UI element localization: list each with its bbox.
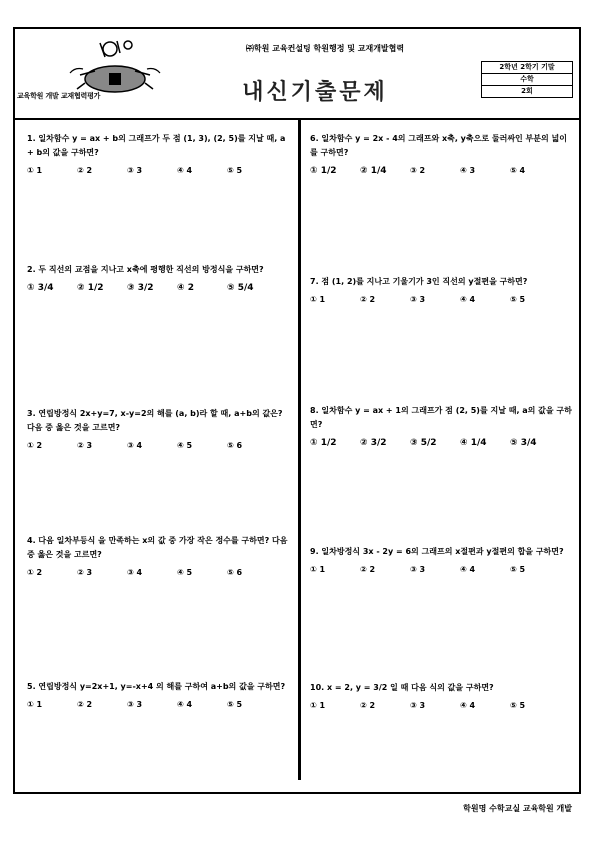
page-footer: 학원명 수학교실 교육학원 개발: [463, 804, 572, 813]
choice: ④ 4: [460, 701, 476, 710]
choice-list: [27, 698, 289, 712]
choice-list: [27, 439, 289, 453]
question-text: 3. 연립방정식 2x+y=7, x-y=2의 해를 (a, b)라 할 때, a+b의 값은? 다음 중 옳은 것을 고르면?: [27, 409, 283, 432]
choice: ① 2: [27, 568, 43, 577]
choice: ⑤ 4: [510, 166, 526, 175]
choice: ① 1/2: [310, 438, 337, 448]
logo-caption: 교육학원 개발 교재협력평가: [17, 92, 101, 100]
question-text: 9. 일차방정식 3x - 2y = 6의 그래프의 x절편과 y절편의 합을 구하면?: [310, 547, 564, 556]
question-7: [310, 275, 572, 307]
question-6: [310, 132, 572, 178]
header-subtitle: ㈜학원 교육컨설팅 학원행정 및 교재개발협력: [245, 44, 405, 53]
choice-list: [27, 281, 289, 295]
choice: ④ 4: [460, 565, 476, 574]
choice-list: [310, 164, 572, 178]
choice: ③ 5/2: [410, 438, 437, 448]
choice: ⑤ 5: [510, 701, 526, 710]
question-10: [310, 681, 572, 713]
choice: ③ 3: [127, 700, 143, 709]
question-9: [310, 545, 572, 577]
choice: ⑤ 5: [227, 700, 243, 709]
eye-logo-icon: [25, 35, 195, 115]
choice: ② 3: [77, 441, 93, 450]
exam-info-box: [481, 61, 573, 98]
choice: ① 1: [310, 565, 326, 574]
choice: ② 3: [77, 568, 93, 577]
choice-list: [310, 699, 572, 713]
question-text: 7. 점 (1, 2)를 지나고 기울기가 3인 직선의 y절편을 구하면?: [310, 277, 528, 286]
choice: ⑤ 5: [510, 565, 526, 574]
question-text: 5. 연립방정식 y=2x+1, y=-x+4 의 해를 구하여 a+b의 값을 구하면?: [27, 682, 286, 691]
choice: ④ 4: [177, 166, 193, 175]
choice: ② 1/4: [360, 166, 387, 176]
choice: ⑤ 5: [510, 295, 526, 304]
question-text: 10. x = 2, y = 3/2 일 때 다음 식의 값을 구하면?: [310, 683, 494, 692]
choice: ② 2: [77, 166, 93, 175]
question-1: [27, 132, 289, 178]
choice: ③ 3: [410, 295, 426, 304]
question-text: 1. 일차함수 y = ax + b의 그래프가 두 점 (1, 3), (2, 5)를 지날 때, a + b의 값을 구하면?: [27, 134, 286, 157]
choice: ④ 4: [460, 295, 476, 304]
choice: ② 2: [360, 701, 376, 710]
choice: ④ 2: [177, 283, 195, 293]
choice: ① 3/4: [27, 283, 54, 293]
choice: ④ 1/4: [460, 438, 487, 448]
choice: ① 2: [27, 441, 43, 450]
question-text: 2. 두 직선의 교점을 지나고 x축에 평행한 직선의 방정식을 구하면?: [27, 265, 264, 274]
question-text: 4. 다음 일차부등식 을 만족하는 x의 값 중 가장 작은 정수를 구하면? 다음 중 옳은 것을 고르면?: [27, 536, 288, 559]
choice: ④ 4: [177, 700, 193, 709]
question-text: 8. 일차함수 y = ax + 1의 그래프가 점 (2, 5)를 지날 때, a의 값을 구하면?: [310, 406, 572, 429]
choice: ③ 3: [410, 701, 426, 710]
choice: ⑤ 6: [227, 568, 243, 577]
header-divider: [15, 118, 579, 120]
choice: ① 1: [310, 701, 326, 710]
question-2: [27, 263, 289, 295]
choice: ⑤ 6: [227, 441, 243, 450]
choice: ③ 3: [410, 565, 426, 574]
choice: ④ 5: [177, 568, 193, 577]
choice: ① 1: [310, 295, 326, 304]
choice: ③ 2: [410, 166, 426, 175]
choice-list: [310, 563, 572, 577]
column-divider: [298, 118, 301, 780]
choice: ④ 5: [177, 441, 193, 450]
choice: ③ 3/2: [127, 283, 154, 293]
choice: ② 3/2: [360, 438, 387, 448]
choice: ① 1: [27, 166, 43, 175]
worksheet-frame: [13, 27, 581, 794]
choice: ② 2: [360, 565, 376, 574]
choice: ③ 4: [127, 568, 143, 577]
question-5: [27, 680, 289, 712]
page-title: 내신기출문제: [242, 79, 388, 105]
choice: ⑤ 5/4: [227, 283, 254, 293]
choice: ⑤ 3/4: [510, 438, 537, 448]
choice: ③ 4: [127, 441, 143, 450]
question-text: 6. 일차함수 y = 2x - 4의 그래프와 x축, y축으로 둘러싸인 부분의 넓이를 구하면?: [310, 134, 567, 157]
question-8: [310, 404, 572, 450]
question-3: [27, 407, 289, 453]
choice: ② 2: [360, 295, 376, 304]
choice: ⑤ 5: [227, 166, 243, 175]
choice: ③ 3: [127, 166, 143, 175]
choice: ④ 3: [460, 166, 476, 175]
exam-round: 2회: [521, 87, 533, 95]
choice-list: [27, 164, 289, 178]
choice-list: [27, 566, 289, 580]
choice-list: [310, 293, 572, 307]
choice: ② 1/2: [77, 283, 104, 293]
choice: ① 1/2: [310, 166, 337, 176]
choice: ② 2: [77, 700, 93, 709]
choice: ① 1: [27, 700, 43, 709]
exam-term: 2학년 2학기 기말: [482, 62, 572, 74]
question-4: [27, 534, 289, 580]
exam-subject: 수학: [482, 74, 572, 86]
choice-list: [310, 436, 572, 450]
